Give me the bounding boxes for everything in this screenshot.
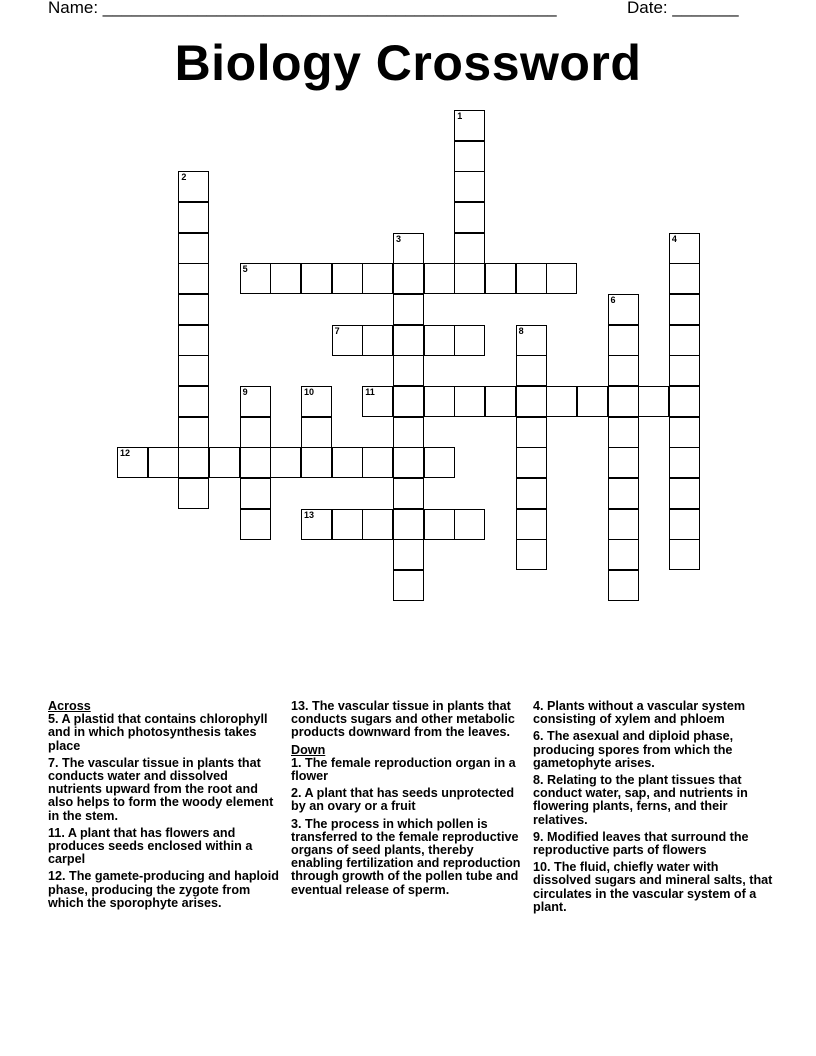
crossword-cell[interactable]	[546, 263, 577, 294]
crossword-cell[interactable]	[393, 355, 424, 386]
crossword-cell[interactable]	[393, 509, 424, 540]
clue-item-text: The vascular tissue in plants that conducts sugars and other metabolic products downward from the leaves.	[291, 699, 515, 740]
crossword-cell[interactable]	[669, 539, 700, 570]
crossword-cell[interactable]	[454, 110, 485, 141]
crossword-cell[interactable]	[178, 263, 209, 294]
crossword-cell[interactable]	[424, 386, 455, 417]
clue-item-number: 13.	[291, 699, 309, 713]
crossword-cell[interactable]	[516, 509, 547, 540]
crossword-cell[interactable]	[424, 325, 455, 356]
crossword-cell[interactable]	[393, 478, 424, 509]
clue-item-number: 12.	[48, 869, 66, 884]
crossword-cell[interactable]	[301, 263, 332, 294]
crossword-cell[interactable]	[577, 386, 608, 417]
crossword-cell[interactable]	[608, 386, 639, 417]
clue-item-text: The fluid, chiefly water with dissolved sugars and mineral salts, that circulates in the vascular system of a plant.	[533, 860, 773, 914]
clue-item-text: The gamete-producing and haploid phase, producing the zygote from which the sporophyte arises.	[48, 869, 279, 910]
clue-number: 12	[120, 448, 131, 459]
crossword-cell[interactable]	[240, 447, 271, 478]
crossword-cell[interactable]	[454, 509, 485, 540]
clues-column-3	[533, 700, 773, 918]
crossword-cell[interactable]	[608, 355, 639, 386]
clue-number: 13	[303, 509, 314, 520]
clue-item	[48, 713, 284, 753]
clue-item	[291, 787, 521, 813]
crossword-cell[interactable]	[608, 417, 639, 448]
crossword-cell[interactable]	[454, 263, 485, 294]
crossword-cell[interactable]	[454, 171, 485, 202]
date-label: Date: _______	[627, 0, 739, 17]
clue-item-number: 11.	[48, 825, 65, 840]
clue-item-number: 1.	[291, 755, 302, 770]
clue-item	[48, 827, 284, 867]
clue-item	[291, 700, 521, 740]
crossword-cell[interactable]	[301, 447, 332, 478]
crossword-cell[interactable]	[669, 263, 700, 294]
clue-item	[533, 774, 773, 827]
crossword-cell[interactable]	[608, 570, 639, 601]
crossword-cell[interactable]	[178, 386, 209, 417]
clue-number: 10	[303, 386, 314, 397]
clue-item-number: 3.	[291, 816, 302, 831]
crossword-cell[interactable]	[669, 294, 700, 325]
crossword-cell[interactable]	[301, 386, 332, 417]
clue-number: 2	[181, 172, 187, 183]
clue-item-text: A plastid that contains chlorophyll and in which photosynthesis takes place	[48, 712, 268, 753]
crossword-cell[interactable]	[332, 447, 363, 478]
clue-item-text: A plant that has flowers and produces seeds enclosed within a carpel	[48, 825, 253, 867]
crossword-cell[interactable]	[608, 325, 639, 356]
crossword-cell[interactable]	[362, 509, 393, 540]
crossword-cell[interactable]	[393, 386, 424, 417]
crossword-cell[interactable]	[393, 294, 424, 325]
crossword-cell[interactable]	[454, 202, 485, 233]
crossword-cell[interactable]	[608, 509, 639, 540]
crossword-cell[interactable]	[516, 539, 547, 570]
crossword-cell[interactable]	[516, 325, 547, 356]
clue-item-text: The process in which pollen is transferred to the female reproductive organs of seed plants, thereby enabling fertilization and reproduction through growth of the pollen tube and eventual release of sperm.	[291, 816, 521, 897]
crossword-cell[interactable]	[209, 447, 240, 478]
across-heading: Across	[48, 699, 91, 713]
crossword-cell[interactable]	[516, 263, 547, 294]
crossword-cell[interactable]	[516, 478, 547, 509]
crossword-cell[interactable]	[516, 386, 547, 417]
clue-item-text: The asexual and diploid phase, producing spores from which the gametophyte arises.	[533, 729, 734, 770]
clue-number: 6	[610, 294, 616, 305]
crossword-cell[interactable]	[362, 263, 393, 294]
crossword-cell[interactable]	[148, 447, 179, 478]
crossword-cell[interactable]	[362, 386, 393, 417]
across-clue-list	[48, 713, 284, 910]
crossword-cell[interactable]	[240, 263, 271, 294]
crossword-cell[interactable]	[301, 509, 332, 540]
clue-item	[533, 831, 773, 857]
crossword-cell[interactable]	[669, 509, 700, 540]
clue-number: 5	[242, 264, 248, 275]
clue-item	[48, 757, 284, 823]
page-title: Biology Crossword	[174, 35, 642, 91]
crossword-cell[interactable]	[485, 386, 516, 417]
crossword-cell[interactable]	[240, 478, 271, 509]
crossword-cell[interactable]	[454, 386, 485, 417]
crossword-cell[interactable]	[270, 447, 301, 478]
crossword-cell[interactable]	[516, 355, 547, 386]
clue-item-text: Plants without a vascular system consisting of xylem and phloem	[533, 699, 746, 727]
crossword-cell[interactable]	[178, 202, 209, 233]
clue-item-text: Modified leaves that surround the reproductive parts of flowers	[533, 829, 749, 858]
crossword-cell[interactable]	[178, 233, 209, 264]
crossword-cell[interactable]	[516, 417, 547, 448]
clue-item	[533, 861, 773, 914]
crossword-cell[interactable]	[240, 509, 271, 540]
crossword-cell[interactable]	[240, 417, 271, 448]
clue-item-text: The vascular tissue in plants that conducts water and dissolved nutrients upward from the root and also helps to form the woody element in the stem.	[48, 755, 274, 823]
crossword-cell[interactable]	[178, 417, 209, 448]
clue-item	[533, 700, 773, 726]
crossword-cell[interactable]	[669, 386, 700, 417]
clue-item-number: 4.	[533, 699, 544, 713]
crossword-cell[interactable]	[332, 509, 363, 540]
down-clue-list-continued	[533, 700, 773, 914]
crossword-cell[interactable]	[454, 233, 485, 264]
clue-item-number: 2.	[291, 786, 302, 801]
crossword-cell[interactable]	[424, 263, 455, 294]
clue-item	[48, 870, 284, 910]
crossword-cell[interactable]	[393, 417, 424, 448]
clues-column-2	[291, 700, 521, 901]
crossword-cell[interactable]	[669, 325, 700, 356]
crossword-cell[interactable]	[669, 417, 700, 448]
clue-number: 1	[457, 111, 463, 121]
across-clue-list-continued	[291, 700, 521, 740]
clue-number: 8	[518, 325, 524, 336]
clues-column-1	[48, 700, 284, 914]
crossword-cell[interactable]	[362, 325, 393, 356]
clue-item-number: 6.	[533, 729, 544, 744]
clue-number: 3	[395, 233, 401, 244]
crossword-cell[interactable]	[178, 325, 209, 356]
crossword-cell[interactable]	[485, 263, 516, 294]
crossword-cell[interactable]	[516, 447, 547, 478]
crossword-cell[interactable]	[393, 325, 424, 356]
crossword-cell[interactable]	[393, 539, 424, 570]
clue-item-number: 8.	[533, 773, 544, 788]
clue-item-number: 5.	[48, 712, 59, 727]
clue-item	[533, 730, 773, 770]
crossword-cell[interactable]	[270, 263, 301, 294]
crossword-cell[interactable]	[608, 294, 639, 325]
crossword-cell[interactable]	[301, 417, 332, 448]
name-label: Name: ________________________________________________	[48, 0, 557, 17]
crossword-cell[interactable]	[117, 447, 148, 478]
crossword-cell[interactable]	[393, 447, 424, 478]
clue-number: 11	[365, 386, 375, 397]
crossword-cell[interactable]	[178, 294, 209, 325]
crossword-cell[interactable]	[546, 386, 577, 417]
crossword-cell[interactable]	[638, 386, 669, 417]
crossword-cell[interactable]	[608, 539, 639, 570]
crossword-cell[interactable]	[393, 263, 424, 294]
crossword-cell[interactable]	[178, 171, 209, 202]
clue-number: 4	[671, 233, 677, 244]
crossword-cell[interactable]	[362, 447, 393, 478]
clue-item-number: 9.	[533, 829, 544, 844]
crossword-cell[interactable]	[393, 570, 424, 601]
clue-item	[291, 757, 521, 783]
crossword-cell[interactable]	[424, 509, 455, 540]
crossword-cell[interactable]	[332, 325, 363, 356]
crossword-cell[interactable]	[178, 447, 209, 478]
crossword-cell[interactable]	[669, 355, 700, 386]
crossword-cell[interactable]	[332, 263, 363, 294]
crossword-cell[interactable]	[454, 325, 485, 356]
crossword-cell[interactable]	[608, 478, 639, 509]
clue-item-number: 7.	[48, 755, 59, 770]
clue-item	[291, 818, 521, 897]
down-heading: Down	[291, 742, 326, 757]
crossword-cell[interactable]	[608, 447, 639, 478]
crossword-cell[interactable]	[669, 233, 700, 264]
clue-number: 9	[242, 386, 248, 397]
crossword-cell[interactable]	[454, 141, 485, 172]
clue-number: 7	[334, 325, 340, 336]
crossword-cell[interactable]	[240, 386, 271, 417]
crossword-cell[interactable]	[669, 478, 700, 509]
crossword-cell[interactable]	[393, 233, 424, 264]
crossword-cell[interactable]	[178, 478, 209, 509]
crossword-cell[interactable]	[424, 447, 455, 478]
clue-item-text: A plant that has seeds unprotected by an ovary or a fruit	[291, 786, 515, 814]
crossword-cell[interactable]	[178, 355, 209, 386]
crossword-cell[interactable]	[669, 447, 700, 478]
clue-item-text: The female reproduction organ in a flower	[291, 755, 516, 784]
clue-item-number: 10.	[533, 860, 551, 875]
down-clue-list	[291, 757, 521, 897]
clue-item-text: Relating to the plant tissues that conduct water, sap, and nutrients in flowering plants, ferns, and their relatives.	[533, 773, 748, 827]
